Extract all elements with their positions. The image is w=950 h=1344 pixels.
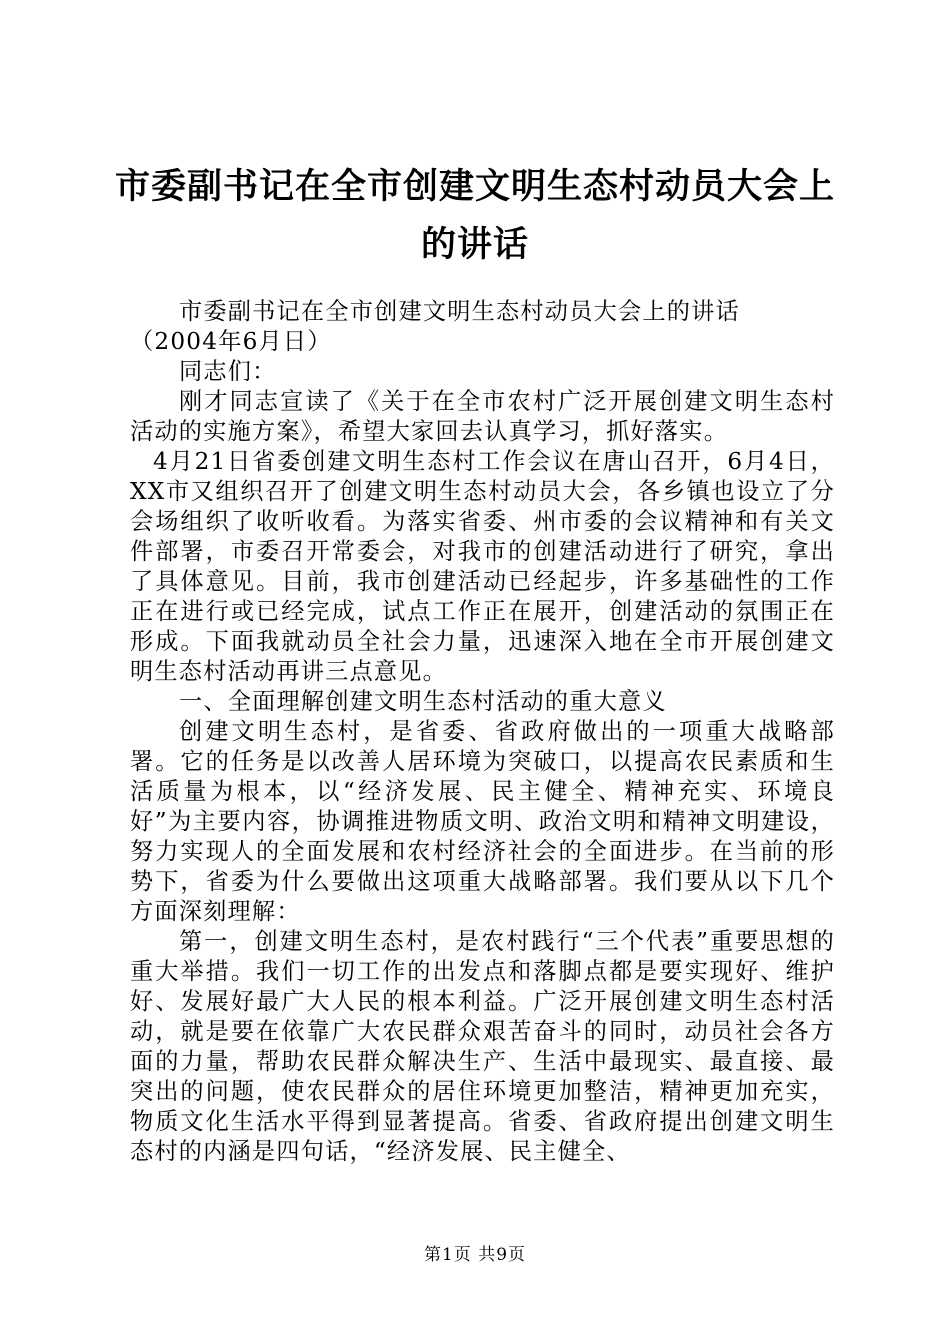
paragraph-date: （2004年6月日） <box>130 328 332 355</box>
paragraph-first-point: 第一，创建文明生态村，是农村践行“三个代表”重要思想的重大举措。我们一切工作的出发点和落脚点都是要实现好、维护好、发展好最广大人民的根本利益。广泛开展创建文明生态村活动，就是要在依靠广大农民群众艰苦奋斗的同时，动员社会各方面的力量，帮助农民群众解决生产、生活中最现实、最直接、最突出的问题，使农民群众的居住环境更加整洁，精神更加充实，物质文化生活水平得到显著提高。省委、省政府提出创建文明生态村的内涵是四句话，“经济发展、民主健全、 <box>130 928 835 1165</box>
paragraph-intro: 刚才同志宣读了《关于在全市农村广泛开展创建文明生态村活动的实施方案》，希望大家回去认真学习，抓好落实。 <box>130 388 835 445</box>
section-heading-1: 一、全面理解创建文明生态村活动的重大意义 <box>179 688 667 715</box>
paragraph-heading-repeat: 市委副书记在全市创建文明生态村动员大会上的讲话 <box>179 298 740 325</box>
page-number: 第1页 共9页 <box>423 1245 527 1265</box>
paragraph-significance: 创建文明生态村，是省委、省政府做出的一项重大战略部署。它的任务是以改善人居环境为突破口，以提高农民素质和生活质量为根本，以“经济发展、民主健全、精神充实、环境良好”为主要内容，协调推进物质文明、政治文明和精神文明建设，努力实现人的全面发展和农村经济社会的全面进步。在当前的形势下，省委为什么要做出这项重大战略部署。我们要从以下几个方面深刻理解： <box>130 718 835 925</box>
document-title: 市委副书记在全市创建文明生态村动员大会上的讲话 <box>114 167 835 265</box>
paragraph-salutation: 同志们： <box>179 358 277 385</box>
document-body <box>130 297 835 1167</box>
paragraph-background: 4月21日省委创建文明生态村工作会议在唐山召开，6月4日，XX市又组织召开了创建文明生态村动员大会，各乡镇也设立了分会场组织了收听收看。为落实省委、州市委的会议精神和有关文件部署，市委召开常委会，对我市的创建活动进行了研究，拿出了具体意见。目前，我市创建活动已经起步，许多基础性的工作正在进行或已经完成，试点工作正在展开，创建活动的氛围正在形成。下面我就动员全社会力量，迅速深入地在全市开展创建文明生态村活动再讲三点意见。 <box>130 448 835 685</box>
